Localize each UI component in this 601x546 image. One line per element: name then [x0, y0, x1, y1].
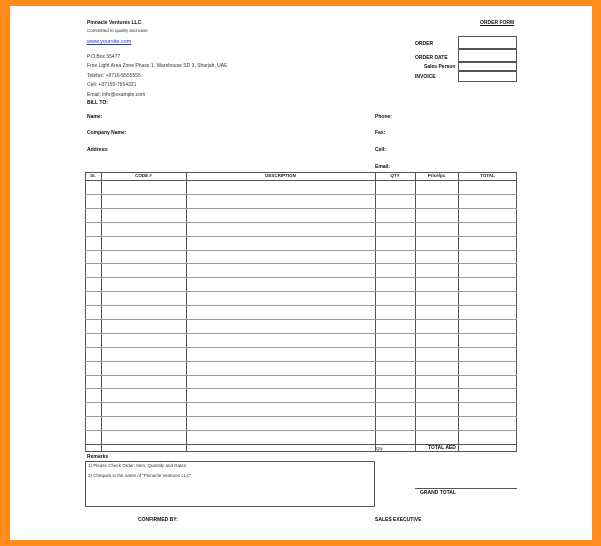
bill-to-cell-label: Cell: — [375, 147, 386, 153]
table-row — [85, 416, 517, 417]
order-field[interactable] — [458, 36, 517, 49]
remarks-line-2: 2) Cheques in the name of "Pinnacle Ventures LLC" — [88, 473, 192, 478]
bill-to-name-label: Name: — [87, 114, 103, 120]
bill-to-phone-label: Phone: — [375, 114, 392, 120]
confirmed-by-label: CONFIRMED BY: — [138, 517, 178, 523]
bill-to-company-label: Company Name: — [87, 130, 127, 136]
company-cell: Cell: +97155-7654321 — [87, 82, 137, 88]
table-header-sr: Sr. — [90, 173, 96, 178]
table-row — [85, 236, 517, 237]
table-row — [85, 388, 517, 389]
table-border — [85, 172, 517, 452]
table-header-price-pc: Price/pc — [427, 173, 446, 178]
table-header-description: DESCRIPTION — [265, 173, 296, 178]
company-po-box: P.O.Box 55477 — [87, 54, 121, 60]
remarks-heading: Remarks — [87, 454, 109, 460]
table-row — [85, 305, 517, 306]
table-header-code: CODE # — [135, 173, 152, 178]
bill-to-heading: BILL TO: — [87, 100, 108, 106]
bill-to-email-label: Email: — [375, 164, 391, 170]
form-title: ORDER FORM — [480, 20, 515, 26]
total-aed-label: TOTAL AED — [428, 445, 456, 451]
table-row — [85, 194, 517, 195]
table-column-divider — [415, 172, 416, 452]
bill-to-fax-label: Fax: — [375, 130, 386, 136]
table-column-divider — [458, 172, 459, 452]
company-telefax: Telefax: +9716-5555555 — [87, 73, 141, 79]
sales-executive-label: SALES EXECUTIVE — [375, 517, 422, 523]
table-row — [85, 263, 517, 264]
grand-total-label: GRAND TOTAL — [420, 490, 456, 496]
table-row — [85, 402, 517, 403]
table-row — [85, 208, 517, 209]
sales-person-label: Sales Person — [424, 64, 456, 70]
bill-to-address-label: Address: — [87, 147, 109, 153]
table-row — [85, 347, 517, 348]
remarks-line-1: 1) Please Check Order: Item, Quantity and Rates. — [88, 463, 188, 468]
company-address: Free Light Area Zone Phase 1, Warehouse SD 3, Sharjah, UAE — [87, 63, 228, 69]
order-form-sheet — [10, 6, 592, 540]
table-header-total: TOTAL — [480, 173, 495, 178]
table-row — [85, 319, 517, 320]
sales-person-field[interactable] — [458, 62, 517, 71]
table-column-divider — [101, 172, 102, 452]
order-date-field[interactable] — [458, 49, 517, 62]
table-row — [85, 277, 517, 278]
company-tagline: Committed to quality and ease — [87, 28, 148, 33]
total-qty-label: Qty — [376, 446, 384, 451]
table-row — [85, 375, 517, 376]
order-date-label: ORDER DATE — [415, 55, 448, 61]
invoice-label: INVOICE — [415, 74, 436, 80]
table-row — [85, 430, 517, 431]
table-row — [85, 361, 517, 362]
table-column-divider — [375, 172, 376, 452]
table-row — [85, 291, 517, 292]
company-email: Email: info@example.com — [87, 92, 146, 98]
table-row — [85, 333, 517, 334]
company-website-link[interactable]: www.yoursite.com — [87, 39, 132, 45]
table-row — [85, 250, 517, 251]
grand-total-line — [415, 488, 517, 489]
table-header-qty: QTY — [390, 173, 400, 178]
table-header-divider — [85, 180, 517, 181]
table-row — [85, 222, 517, 223]
invoice-field[interactable] — [458, 71, 517, 82]
company-name: Pinnacle Ventures LLC — [87, 20, 142, 26]
table-column-divider — [186, 172, 187, 452]
order-label: ORDER — [415, 41, 434, 47]
